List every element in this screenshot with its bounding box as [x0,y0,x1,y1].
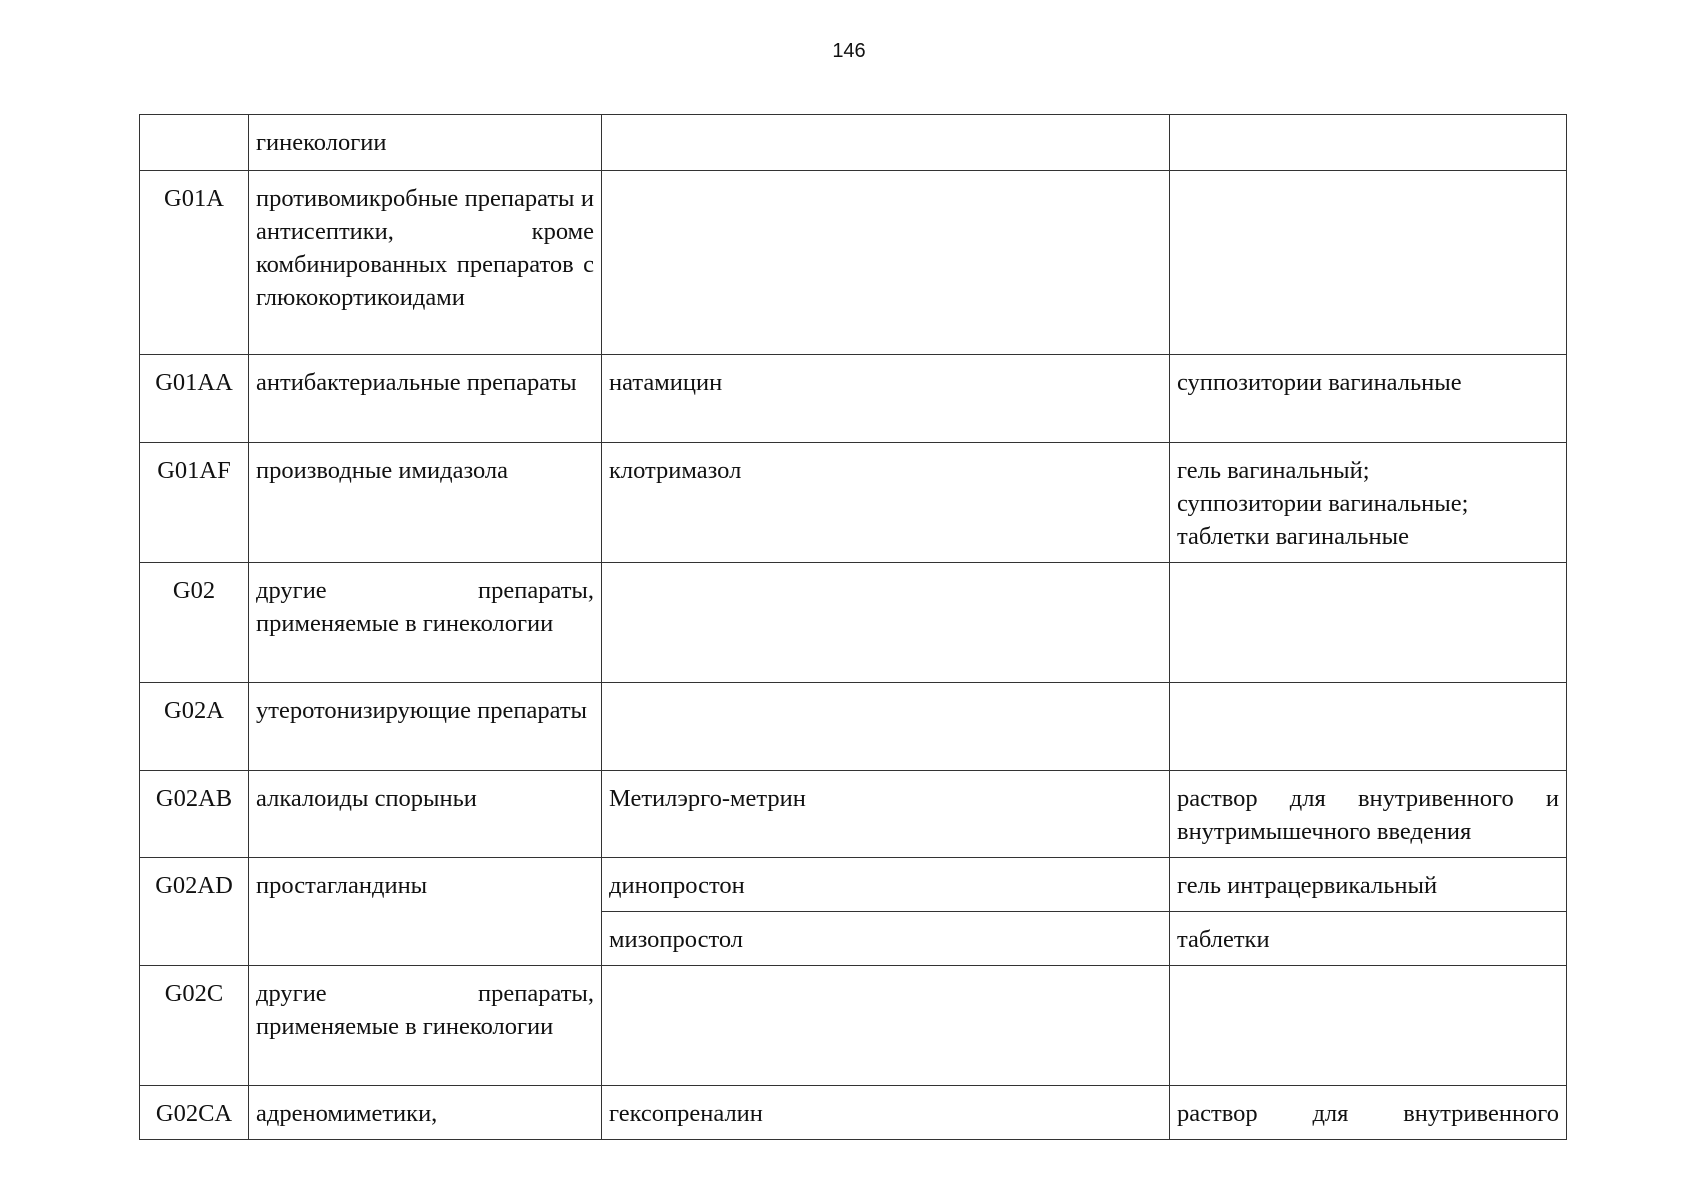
dosage-form-line: таблетки вагинальные [1177,523,1410,550]
atc-code-cell [140,115,249,171]
drug-classification-table [139,114,1567,1140]
table-row [140,115,1567,171]
page-number: 146 [832,40,866,62]
inn-cell: мизопростол [602,912,1170,966]
dosage-form-cell: раствор для внутривенного [1170,1086,1567,1140]
inn-cell [602,683,1170,771]
table-row [140,563,1567,683]
atc-code-cell: G02AD [140,858,249,966]
inn-cell: гексопреналин [602,1086,1170,1140]
group-cell: производные имидазола [249,443,602,563]
group-cell: простагландины [249,858,602,966]
table-row [140,171,1567,355]
dosage-form-cell [1170,563,1567,683]
dosage-form-cell: раствор для внутривенного и внутримышечного введения [1170,771,1567,858]
inn-cell: динопростон [602,858,1170,912]
group-cell: адреномиметики, [249,1086,602,1140]
group-cell: другие препараты, применяемые в гинекологии [249,966,602,1086]
group-cell: другие препараты, применяемые в гинекологии [249,563,602,683]
atc-code-cell: G02AB [140,771,249,858]
atc-code-cell: G02 [140,563,249,683]
inn-cell [602,966,1170,1086]
inn-cell: Метилэрго-метрин [602,771,1170,858]
group-cell: противомикробные препараты и антисептики, кроме комбинированных препаратов с глюкокортикоидами [249,171,602,355]
dosage-form-cell: гель интрацервикальный [1170,858,1567,912]
inn-cell: натамицин [602,355,1170,443]
dosage-form-cell: суппозитории вагинальные [1170,355,1567,443]
group-cell: антибактериальные препараты [249,355,602,443]
atc-code-cell: G01AA [140,355,249,443]
group-cell: гинекологии [249,115,602,171]
dosage-form-line: суппозитории вагинальные; [1177,490,1469,517]
group-cell: алкалоиды спорыньи [249,771,602,858]
table-row [140,1086,1567,1140]
table-row [140,443,1567,563]
inn-cell [602,563,1170,683]
table-row [140,771,1567,858]
inn-cell: клотримазол [602,443,1170,563]
group-cell: утеротонизирующие препараты [249,683,602,771]
dosage-form-cell [1170,966,1567,1086]
table-row [140,355,1567,443]
table-row [140,858,1567,912]
atc-code-cell: G01A [140,171,249,355]
dosage-form-cell: таблетки [1170,912,1567,966]
dosage-form-cell [1170,443,1567,563]
atc-code-cell: G01AF [140,443,249,563]
inn-cell [602,171,1170,355]
inn-cell [602,115,1170,171]
dosage-form-line: гель вагинальный; [1177,457,1370,484]
table-row [140,966,1567,1086]
dosage-form-cell [1170,171,1567,355]
table-row [140,683,1567,771]
atc-code-cell: G02C [140,966,249,1086]
dosage-form-cell [1170,115,1567,171]
atc-code-cell: G02CA [140,1086,249,1140]
dosage-form-cell [1170,683,1567,771]
atc-code-cell: G02A [140,683,249,771]
